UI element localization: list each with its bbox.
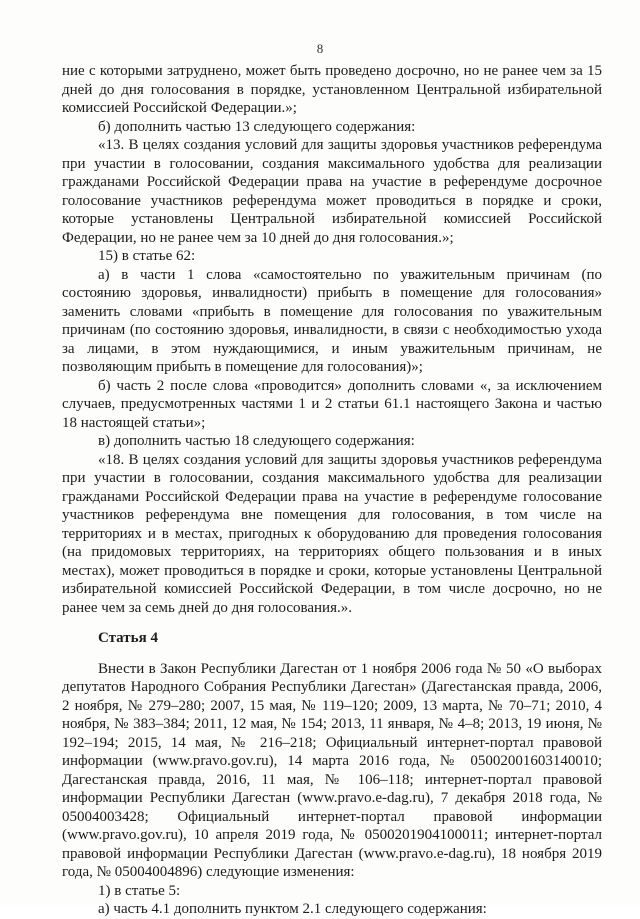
paragraph-item-b-2: б) часть 2 после слова «проводится» дополнить словами «, за исключением случаев, предусмотренных частями 1 и 2 статьи 61.1 настоящего Закона и частью 18 настоящей статьи»; xyxy=(62,377,602,431)
article-heading: Статья 4 xyxy=(98,630,158,646)
page-number: 8 xyxy=(316,41,324,56)
paragraph-item-15: 15) в статье 62: xyxy=(98,248,196,264)
paragraph-continuation: ние с которыми затруднено, может быть проведено досрочно, но не ранее чем за 15 дней до дня голосования в порядке, установленном Центральной избирательной комиссией Российской Федерации.»; xyxy=(62,63,602,116)
paragraph-part-13: «13. В целях создания условий для защиты здоровья участников референдума при участии в голосовании, создания максимального удобства для реализации гражданами Российской Федерации права на участие в референдуме досрочное голосование участников референдума может проводиться в порядке и сроки, которые установлены Центральной избирательной комиссией Российской Федерации, но не ранее чем за 10 дней до дня голосования.»; xyxy=(62,137,602,246)
paragraph-item-a-part-4-1: а) часть 4.1 дополнить пунктом 2.1 следующего содержания: xyxy=(98,901,487,917)
document-body xyxy=(62,62,602,919)
paragraph-item-a: а) в части 1 слова «самостоятельно по уважительным причинам (по состоянию здоровья, инвалидности) прибыть в помещение для голосования» заменить словами «прибыть в помещение для голосования по уважительным причинам (по состоянию здоровья, инвалидности, в связи с необходимостью ухода за лицами, в этом нуждающимися, и иным уважительным причинам, не позволяющим прибыть в помещение для голосования)»; xyxy=(62,266,602,375)
paragraph-article-4-intro: Внести в Закон Республики Дагестан от 1 ноября 2006 года № 50 «О выборах депутатов Народного Собрания Республики Дагестан» (Дагестанская правда, 2006, 2 ноября, № 279–280; 2007, 15 мая, № 119–120; 2009, 13 марта, № 70–71; 2010, 4 ноября, № 383–384; 2011, 12 мая, № 154; 2013, 11 января, № 4–8; 2013, 19 июня, № 192–194; 2015, 14 мая, № 216–218; Официальный интернет-портал правовой информации (www.pravo.gov.ru), 14 марта 2016 года, № 05002001603140010; Дагестанская правда, 2016, 11 мая, № 106–118; интернет-портал правовой информации Республики Дагестан (www.pravo.e-dag.ru), 7 декабря 2018 года, № 05004003428; Официальный интернет-портал правовой информации (www.pravo.gov.ru), 10 апреля 2019 года, № 0500201904100011; интернет-портал правовой информации Республики Дагестан (www.pravo.e-dag.ru), 18 ноября 2019 года, № 05004004896) следующие изменения: xyxy=(62,660,602,880)
paragraph-part-18: «18. В целях создания условий для защиты здоровья участников референдума при участии в голосовании, создания максимального удобства для реализации гражданами Российской Федерации права на участие в референдуме голосование участников референдума вне помещения для голосования, в том числе на территориях и в местах, пригодных к оборудованию для проведения голосования (на придомовых территориях, на территориях общего пользования и в иных местах), может проводиться в порядке и сроки, которые установлены Центральной избирательной комиссией Российской Федерации, в том числе досрочно, но не ранее чем за семь дней до дня голосования.». xyxy=(62,451,602,616)
paragraph-item-b: б) дополнить частью 13 следующего содержания: xyxy=(98,118,416,135)
paragraph-item-v: в) дополнить частью 18 следующего содержания: xyxy=(98,433,415,449)
paragraph-item-1: 1) в статье 5: xyxy=(98,882,181,899)
